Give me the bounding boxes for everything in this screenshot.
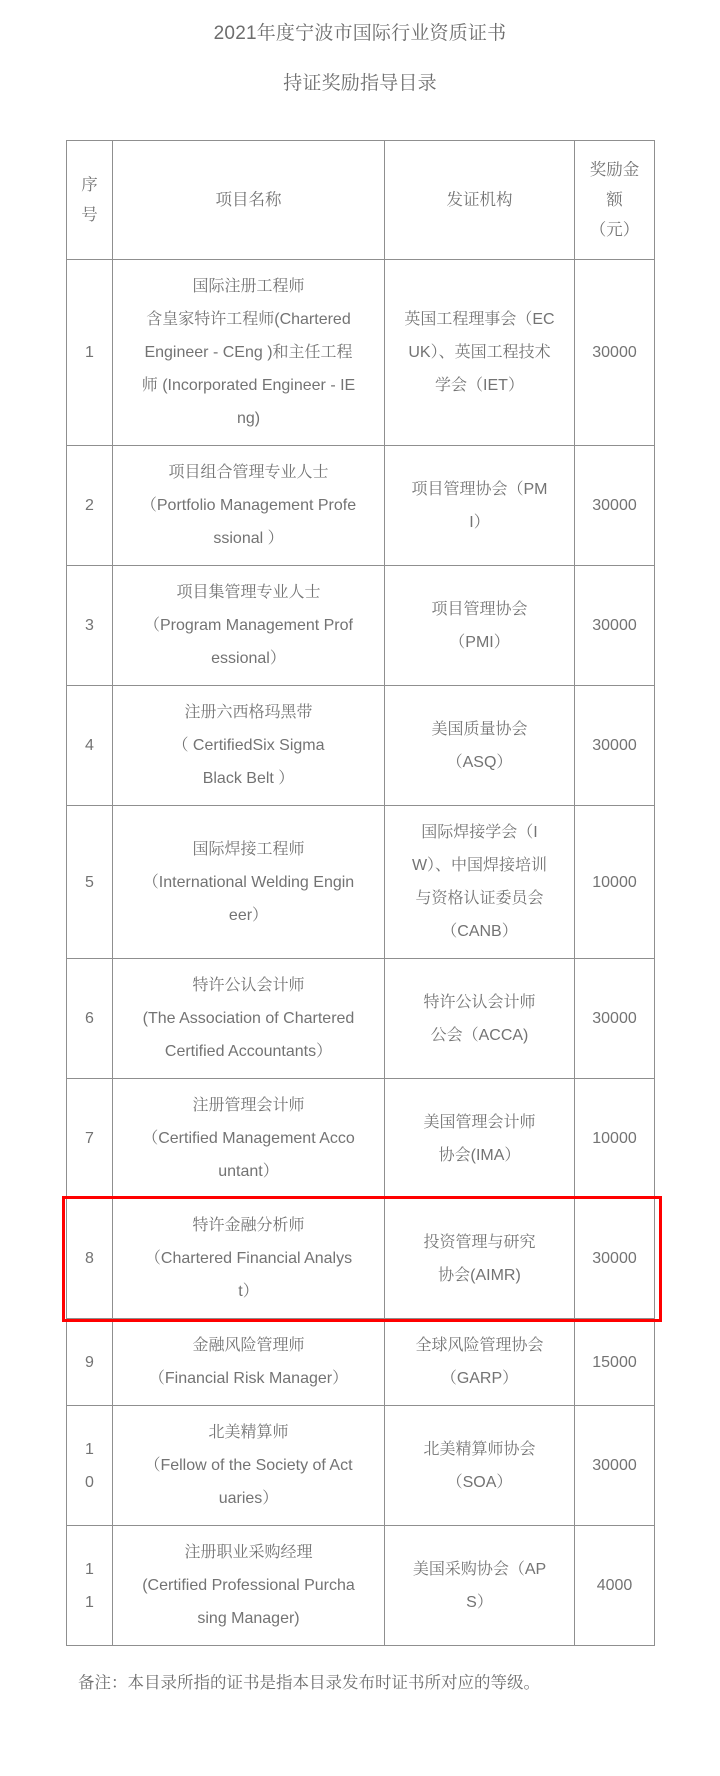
cell-project-name-line: 国际注册工程师 (192, 278, 305, 295)
cell-issuing-organization-line: 英国工程理事会（EC (404, 311, 555, 328)
table-row (67, 1406, 655, 1526)
cell-project-name-line: （Chartered Financial Analys (144, 1250, 353, 1267)
cell-project-name-line: 北美精算师 (208, 1424, 289, 1441)
cell-award-amount: 30000 (575, 1406, 655, 1526)
column-header-organization: 发证机构 (385, 141, 575, 260)
cell-award-amount: 30000 (575, 566, 655, 686)
cell-issuing-organization-line: 全球风险管理协会 (415, 1337, 544, 1354)
cell-issuing-organization-line: 特许公认会计师 (423, 993, 536, 1011)
table-row (67, 959, 655, 1079)
cell-project-name-line: ssional ） (213, 530, 284, 547)
cell-project-name-line: （Program Management Prof (144, 617, 353, 634)
cell-project-name (113, 959, 385, 1079)
cell-project-name-line: （ CertifiedSix Sigma (172, 737, 325, 754)
cell-project-name-line: （Certified Management Acco (142, 1130, 355, 1147)
column-header-amount-line-1: 奖励金 (589, 161, 640, 179)
cell-issuing-organization (385, 1319, 575, 1406)
cell-project-name-line: 国际焊接工程师 (192, 840, 305, 858)
column-header-index (67, 141, 113, 260)
cell-issuing-organization-line: 美国质量协会 (431, 720, 528, 738)
column-header-amount (575, 141, 655, 260)
table-row (67, 806, 655, 959)
cell-issuing-organization-line: S） (466, 1593, 493, 1611)
cell-issuing-organization-line: 美国采购协会（AP (412, 1560, 547, 1578)
cell-index (67, 566, 113, 686)
cell-issuing-organization-line: （CANB） (441, 923, 518, 940)
cell-project-name-line: （Portfolio Management Profe (140, 497, 357, 514)
cell-issuing-organization-line: 公会（ACCA) (430, 1026, 529, 1044)
table-body (67, 260, 655, 1646)
cell-project-name-line: t） (238, 1283, 259, 1300)
cell-project-name-line: 特许金融分析师 (192, 1217, 305, 1234)
cell-index (67, 959, 113, 1079)
cell-index-line: 3 (85, 617, 94, 634)
title-line-2: 持证奖励指导目录 (283, 73, 437, 94)
cell-project-name-line: 项目集管理专业人士 (176, 584, 321, 601)
cell-index-line: 1 (85, 1593, 94, 1611)
cell-issuing-organization-line: 与资格认证委员会 (415, 890, 544, 907)
cell-index-line: 0 (85, 1473, 94, 1491)
cell-index (67, 446, 113, 566)
cell-issuing-organization-line: 协会(IMA） (438, 1146, 521, 1164)
cell-issuing-organization-line: 学会（IET） (435, 377, 524, 394)
cell-issuing-organization-line: W）、中国焊接培训 (411, 857, 548, 874)
cell-award-amount: 30000 (575, 446, 655, 566)
document-title-block (0, 0, 720, 104)
cell-award-amount: 30000 (575, 959, 655, 1079)
table-row (67, 260, 655, 446)
cell-issuing-organization (385, 446, 575, 566)
cell-project-name-line: Black Belt ） (202, 770, 295, 787)
cell-issuing-organization-line: 协会(AIMR) (438, 1266, 521, 1284)
cell-index-line: 9 (85, 1353, 94, 1371)
cell-issuing-organization-line: 北美精算师协会 (423, 1440, 536, 1458)
cell-award-amount: 30000 (575, 1199, 655, 1319)
column-header-amount-line-2: 额 (606, 191, 623, 209)
table-header-row (67, 141, 655, 260)
cell-project-name-line: 师 (Incorporated Engineer - IE (141, 377, 356, 394)
cell-award-amount: 4000 (575, 1526, 655, 1646)
cell-project-name-line: sing Manager) (197, 1610, 300, 1627)
cell-issuing-organization-line: （ASQ） (446, 753, 513, 771)
cell-index (67, 1319, 113, 1406)
cell-index (67, 806, 113, 959)
column-header-index-line-1: 序 (81, 176, 98, 194)
cell-issuing-organization (385, 1199, 575, 1319)
cell-project-name (113, 260, 385, 446)
cell-index-line: 1 (85, 1560, 94, 1578)
column-header-amount-lines (579, 155, 650, 245)
table-row (67, 686, 655, 806)
cell-project-name (113, 1526, 385, 1646)
cell-index (67, 1526, 113, 1646)
cell-project-name-line: (The Association of Chartered (142, 1010, 355, 1027)
cell-project-name-line: 注册职业采购经理 (184, 1544, 313, 1561)
cell-project-name (113, 1406, 385, 1526)
cell-issuing-organization-line: （GARP） (440, 1370, 519, 1387)
cell-project-name-line: （Fellow of the Society of Act (144, 1457, 353, 1474)
cell-issuing-organization (385, 806, 575, 959)
cell-project-name-line: Engineer - CEng )和主任工程 (144, 344, 353, 361)
cell-project-name (113, 806, 385, 959)
table-row (67, 1079, 655, 1199)
cell-project-name (113, 686, 385, 806)
cell-index-line: 8 (85, 1250, 94, 1267)
cell-project-name-line: 特许公认会计师 (192, 977, 305, 994)
cell-project-name-line: ng) (236, 410, 261, 427)
footnote: 备注：本目录所指的证书是指本目录发布时证书所对应的等级。 (78, 1674, 540, 1692)
cell-project-name-line: （Financial Risk Manager） (148, 1370, 349, 1387)
cell-project-name-line: eer） (228, 906, 269, 924)
column-header-index-lines (71, 170, 108, 230)
cell-award-amount: 15000 (575, 1319, 655, 1406)
cell-project-name (113, 1319, 385, 1406)
cell-issuing-organization-line: 项目管理协会 (431, 600, 528, 618)
cell-project-name-line: （International Welding Engin (142, 873, 355, 891)
cell-index-line: 5 (85, 873, 94, 891)
cell-project-name-line: 项目组合管理专业人士 (168, 464, 329, 481)
table-row (67, 1319, 655, 1406)
cell-index (67, 686, 113, 806)
cell-issuing-organization-line: 投资管理与研究 (423, 1233, 536, 1251)
cell-index-line: 7 (85, 1130, 94, 1147)
cell-issuing-organization (385, 686, 575, 806)
cell-index (67, 1406, 113, 1526)
cell-project-name (113, 446, 385, 566)
table-row (67, 1526, 655, 1646)
table-header (67, 141, 655, 260)
cell-issuing-organization-line: 项目管理协会（PM (411, 480, 548, 498)
cell-issuing-organization-line: UK）、英国工程技术 (408, 344, 551, 361)
cell-project-name-line: 注册管理会计师 (192, 1097, 305, 1114)
cell-issuing-organization (385, 1079, 575, 1199)
cell-project-name-line: untant） (218, 1163, 279, 1180)
certificate-table (66, 140, 655, 1646)
table-row (67, 1199, 655, 1319)
cell-index-line: 2 (85, 497, 94, 514)
cell-project-name (113, 566, 385, 686)
cell-project-name-line: Certified Accountants） (164, 1043, 333, 1060)
cell-issuing-organization (385, 1526, 575, 1646)
cell-issuing-organization-line: I） (469, 513, 490, 531)
cell-index (67, 260, 113, 446)
certificate-table-wrapper (66, 140, 654, 1646)
cell-award-amount: 10000 (575, 1079, 655, 1199)
cell-project-name-line: (Certified Professional Purcha (142, 1577, 355, 1594)
column-header-name: 项目名称 (113, 141, 385, 260)
cell-issuing-organization-line: （PMI） (449, 633, 510, 651)
cell-project-name-line: 注册六西格玛黑带 (184, 704, 313, 721)
cell-issuing-organization-line: 美国管理会计师 (423, 1113, 536, 1131)
cell-index (67, 1199, 113, 1319)
cell-project-name-line: 含皇家特许工程师(Chartered (146, 311, 351, 328)
cell-issuing-organization-line: 国际焊接学会（I (421, 824, 538, 841)
table-row (67, 446, 655, 566)
cell-index-line: 4 (85, 737, 94, 754)
cell-issuing-organization (385, 959, 575, 1079)
cell-award-amount: 30000 (575, 686, 655, 806)
cell-award-amount: 10000 (575, 806, 655, 959)
cell-index-line: 6 (85, 1010, 94, 1027)
cell-issuing-organization (385, 1406, 575, 1526)
cell-project-name (113, 1199, 385, 1319)
cell-project-name-line: 金融风险管理师 (192, 1337, 305, 1354)
column-header-amount-line-3: （元） (589, 221, 640, 239)
cell-index-line: 1 (85, 1440, 94, 1458)
table-row (67, 566, 655, 686)
cell-project-name-line: uaries） (218, 1490, 279, 1507)
cell-index (67, 1079, 113, 1199)
cell-award-amount: 30000 (575, 260, 655, 446)
cell-issuing-organization-line: （SOA） (446, 1473, 513, 1491)
title-line-1: 2021年度宁波市国际行业资质证书 (213, 23, 507, 44)
cell-project-name-line: essional） (211, 650, 286, 667)
cell-issuing-organization (385, 566, 575, 686)
cell-issuing-organization (385, 260, 575, 446)
cell-index-line: 1 (85, 344, 94, 361)
column-header-index-line-2: 号 (81, 206, 98, 224)
cell-project-name (113, 1079, 385, 1199)
